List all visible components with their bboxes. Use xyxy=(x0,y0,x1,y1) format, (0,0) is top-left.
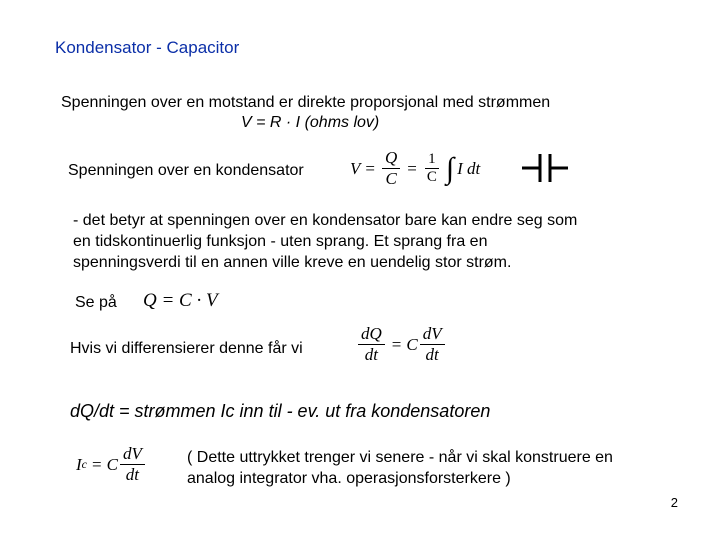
eq4-lhs: I xyxy=(76,454,82,474)
explanation-line-3: spenningsverdi til en annen ville kreve en uendelig stor strøm. xyxy=(73,254,512,271)
eq1-equals-2: = xyxy=(407,158,417,178)
eq4-equals: = xyxy=(92,454,102,474)
eq4-den: dt xyxy=(125,465,139,484)
ohms-law-text: Spenningen over en motstand er direkte proporsjonal med strømmen xyxy=(61,94,551,111)
current-statement: dQ/dt = strømmen Ic inn til - ev. ut fra kondensatoren xyxy=(70,401,491,421)
ohms-law-formula: V = R · I (ohms lov) xyxy=(241,114,380,131)
eq1-numerator: Q xyxy=(382,148,400,169)
page-number: 2 xyxy=(670,495,678,510)
explanation-line-2: en tidskontinuerlig funksjon - uten sprang. Et sprang fra en xyxy=(73,233,488,250)
eq1-lhs: V xyxy=(350,158,361,178)
capacitor-voltage-label: Spenningen over en kondensator xyxy=(68,162,304,179)
se-pa-label: Se på xyxy=(75,294,117,311)
eq3-den2: dt xyxy=(425,345,439,364)
eq4-num: dV xyxy=(120,444,145,465)
eq3-num2: dV xyxy=(420,324,445,345)
eq1-frac2-numerator: 1 xyxy=(425,151,439,169)
differentiate-label: Hvis vi differensierer denne får vi xyxy=(70,340,303,357)
explanation-line-1: - det betyr at spenningen over en kondensator bare kan endre seg som xyxy=(73,212,578,229)
eq4-coef: C xyxy=(106,454,118,474)
charge-equation: Q = C · V xyxy=(143,290,218,311)
capacitor-symbol-icon xyxy=(522,152,568,184)
eq1-equals: = xyxy=(365,158,375,178)
note-line-2: analog integrator vha. operasjonsforsterkere ) xyxy=(187,470,511,487)
eq1-denominator: C xyxy=(385,169,397,188)
eq1-integrand: I dt xyxy=(457,158,481,178)
eq3-den1: dt xyxy=(364,345,378,364)
slide-title: Kondensator - Capacitor xyxy=(55,38,240,57)
integral-sign: ∫ xyxy=(445,151,455,185)
eq1-frac2-denominator: C xyxy=(426,169,437,185)
capacitor-current-equation xyxy=(76,444,147,485)
derivative-equation xyxy=(356,324,447,365)
eq3-equals: = xyxy=(391,334,402,354)
eq4-lhs-subscript: c xyxy=(81,457,87,471)
capacitor-voltage-equation xyxy=(350,148,480,189)
eq3-num1: dQ xyxy=(358,324,385,345)
eq3-coef: C xyxy=(406,334,418,354)
note-line-1: ( Dette uttrykket trenger vi senere - når vi skal konstruere en xyxy=(187,449,613,466)
